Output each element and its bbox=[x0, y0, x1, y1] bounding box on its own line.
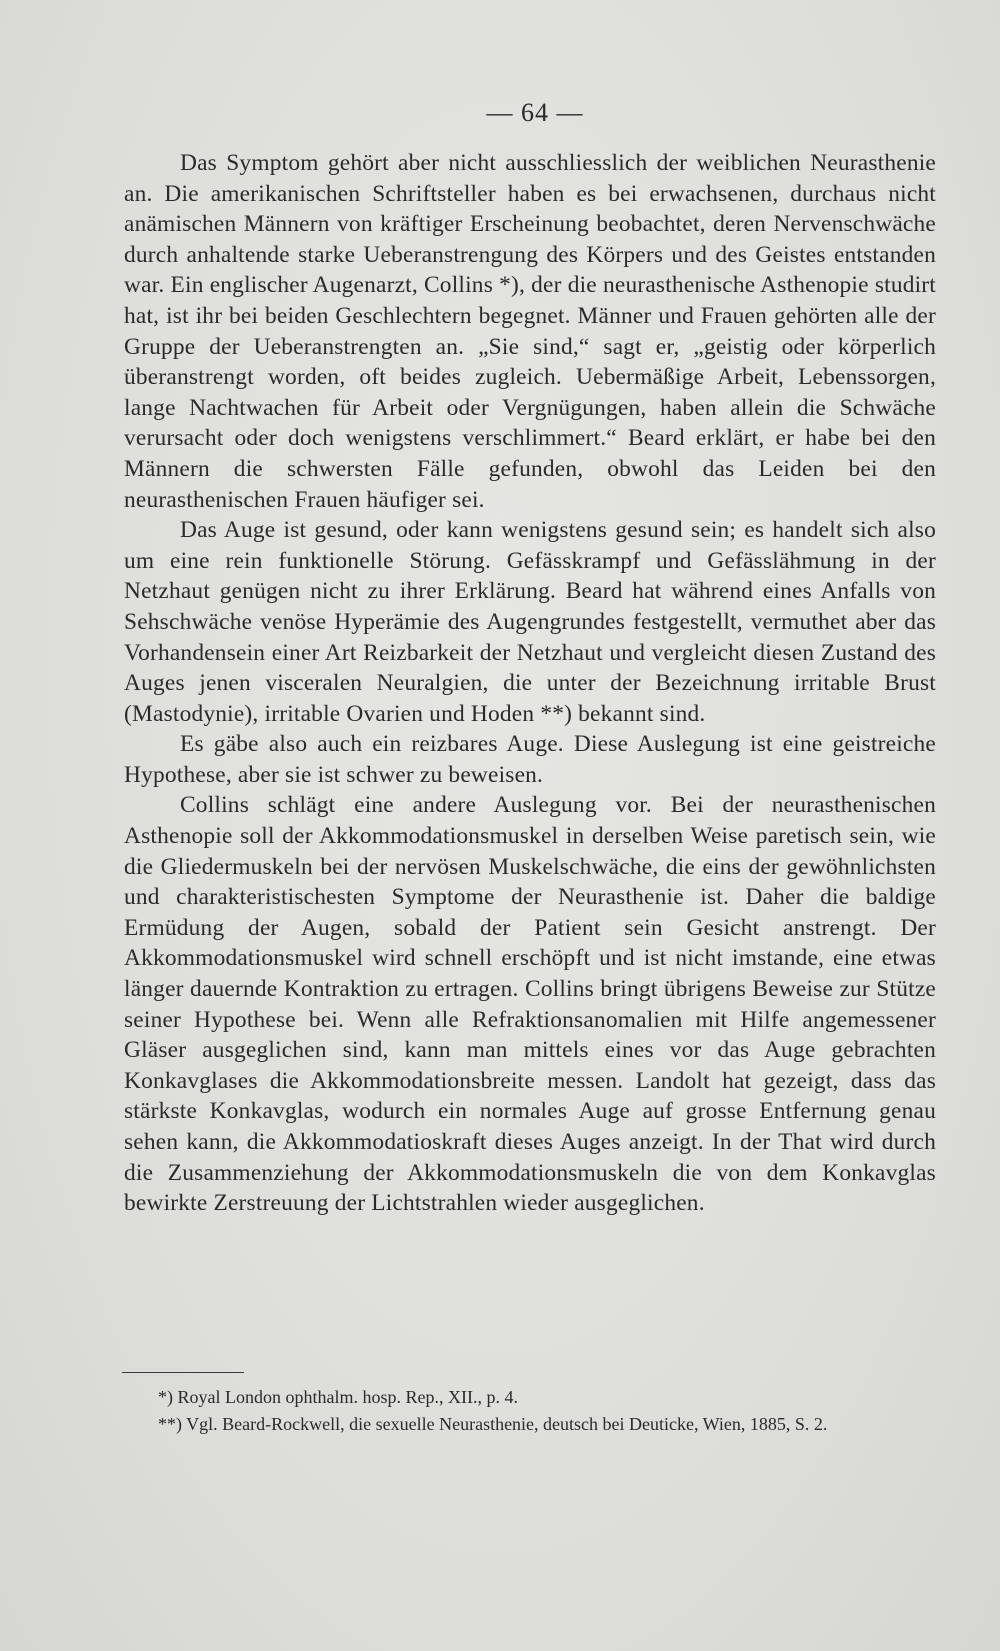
page-number: — 64 — bbox=[486, 98, 584, 127]
footnote: *) Royal London ophthalm. hosp. Rep., XII., p. 4. bbox=[158, 1387, 518, 1407]
paragraph: Das Symptom gehört aber nicht ausschliesslich der weiblichen Neurasthenie an. Die amerikanischen Schriftsteller haben es bei erwachsenen, durchaus nicht anämischen Männern von kräftiger Erscheinung beobachtet, deren Nervenschwäche durch anhaltende starke Ueberanstrengung des Körpers und des Geistes entstanden war. Ein englischer Augenarzt, Collins *), der die neurasthenische Asthenopie studirt hat, ist ihr bei beiden Geschlechtern begegnet. Männer und Frauen gehörten alle der Gruppe der Ueberanstrengten an. „Sie sind,“ sagt er, „geistig oder körperlich überanstrengt worden, oft beides zugleich. Uebermäßige Arbeit, Lebenssorgen, lange Nachtwachen für Arbeit oder Vergnügungen, haben allein die Schwäche verursacht oder doch wenigstens verschlimmert.“ Beard erklärt, er habe bei den Männern die schwersten Fälle gefunden, obwohl das Leiden bei den neurasthenischen Frauen häufiger sei. bbox=[124, 150, 936, 513]
footnote: **) Vgl. Beard-Rockwell, die sexuelle Neurasthenie, deutsch bei Deuticke, Wien, 1885, S. 2. bbox=[158, 1414, 828, 1434]
footnotes bbox=[122, 1386, 936, 1440]
paragraph: Es gäbe also auch ein reizbares Auge. Diese Auslegung ist eine geistreiche Hypothese, aber sie ist schwer zu beweisen. bbox=[124, 731, 936, 788]
paragraph: Collins schlägt eine andere Auslegung vor. Bei der neurasthenischen Asthenopie soll der Akkommodationsmuskel in derselben Weise paretisch sein, wie die Gliedermuskeln bei der nervösen Muskelschwäche, die eins der gewöhnlichsten und charakteristischesten Symptome der Neurasthenie ist. Daher die baldige Ermüdung der Augen, sobald der Patient sein Gesicht anstrengt. Der Akkommodationsmuskel wird schnell erschöpft und ist nicht imstande, eine etwas länger dauernde Kontraktion zu ertragen. Collins bringt übrigens Beweise zur Stütze seiner Hypothese bei. Wenn alle Refraktionsanomalien mit Hilfe angemessener Gläser ausgeglichen sind, kann man mittels eines vor das Auge gebrachten Konkavglases die Akkommodationsbreite messen. Landolt hat gezeigt, dass das stärkste Konkavglas, wodurch ein normales Auge auf grosse Entfernung genau sehen kann, die Akkommodatioskraft dieses Auges anzeigt. In der That wird durch die Zusammenziehung der Akkommodationsmuskeln die von dem Konkavglas bewirkte Zerstreuung der Lichtstrahlen wieder ausgeglichen. bbox=[124, 792, 936, 1217]
paragraph: Das Auge ist gesund, oder kann wenigstens gesund sein; es handelt sich also um eine rein funktionelle Störung. Gefässkrampf und Gefässlähmung in der Netzhaut genügen nicht zu ihrer Erklärung. Beard hat während eines Anfalls von Sehschwäche venöse Hyperämie des Augengrundes festgestellt, vermuthet aber das Vorhandensein einer Art Reizbarkeit der Netzhaut und vergleicht diesen Zustand des Auges jenen visceralen Neuralgien, die unter der Bezeichnung irritable Brust (Mastodynie), irritable Ovarien und Hoden **) bekannt sind. bbox=[124, 517, 936, 727]
footnote-divider bbox=[122, 1372, 244, 1373]
body-text bbox=[124, 148, 936, 1219]
